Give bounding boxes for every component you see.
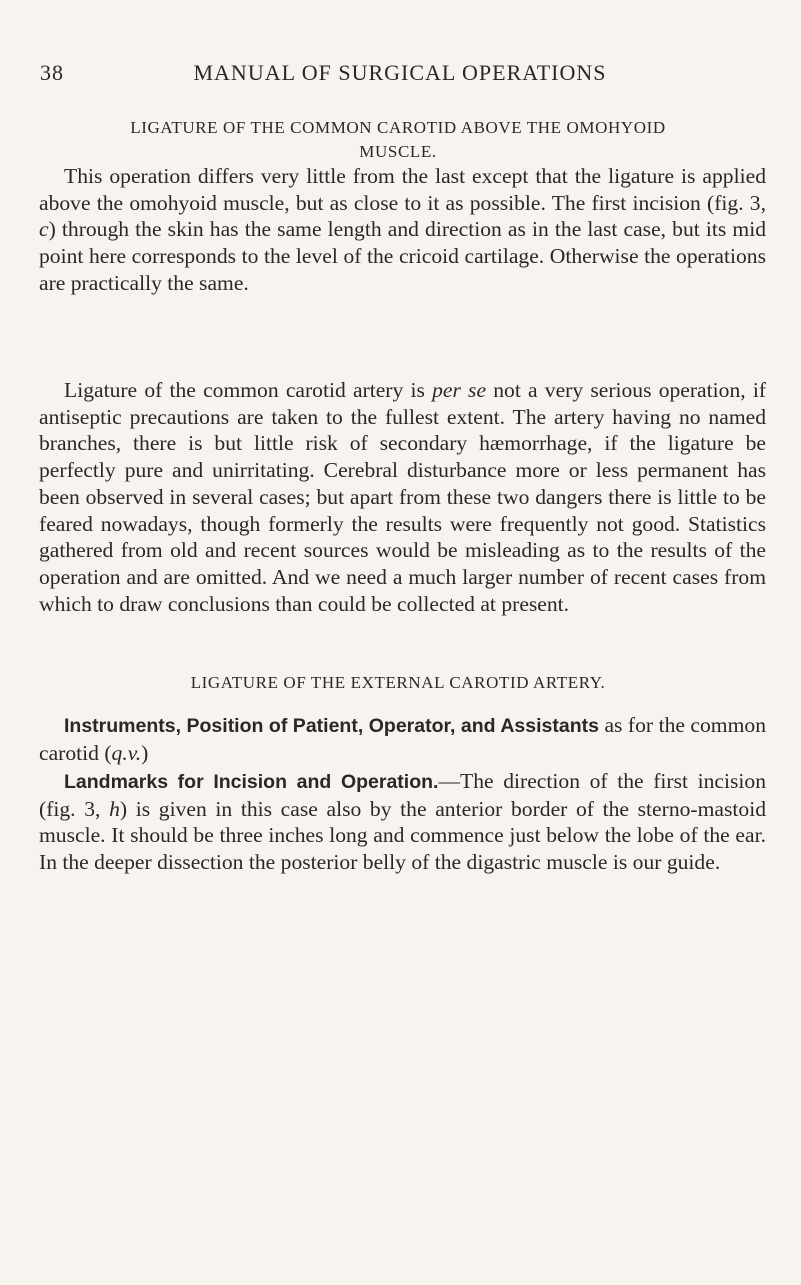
paragraph-text: ) through the skin has the same length and direction as in the last case, but its mid point here corresponds to the level of the cricoid cartilage. Otherwise the operations are practically the same.: [39, 217, 766, 295]
section-heading-line: LIGATURE OF THE COMMON CAROTID ABOVE THE OMOHYOID: [130, 118, 666, 137]
section-heading-common-carotid: [58, 116, 738, 164]
paragraph-landmarks: [39, 768, 766, 876]
section-heading-line: MUSCLE.: [359, 142, 437, 161]
bold-run-in-heading: Instruments, Position of Patient, Operator, and Assistants: [64, 715, 599, 737]
running-head: [40, 60, 760, 90]
paragraph-risks: [39, 377, 766, 617]
paragraph-text: This operation differs very little from the last except that the ligature is applied above the omohyoid muscle, but as close to it as possible. The first incision (fig. 3,: [39, 164, 766, 215]
paragraph-text: —The direction of the first incision (fig. 3,: [39, 769, 766, 821]
paragraph-text: not a very serious operation, if antiseptic precautions are taken to the fullest extent. The artery having no named branches, there is but little risk of secondary hæmorrhage, if the ligature be perfectly pure and unirritating. Cerebral disturbance more or less permanent has been observed in several cases; but apart from these two dangers there is little to be feared nowadays, though formerly the results were frequently not good. Statistics gathered from old and recent sources would be misleading as to the results of the operation and are omitted. And we need a much larger number of recent cases from which to draw conclusions than could be collected at present.: [39, 378, 767, 616]
paragraph-instruments: [39, 712, 766, 766]
figure-letter: h: [109, 796, 120, 821]
italic-phrase: per se: [432, 378, 487, 402]
paragraph-text: Ligature of the common carotid artery is: [64, 378, 433, 402]
paragraph-text: ): [141, 740, 149, 765]
running-title: MANUAL OF SURGICAL OPERATIONS: [193, 60, 607, 85]
italic-phrase: q.v.: [111, 740, 142, 765]
section-heading-external-carotid: LIGATURE OF THE EXTERNAL CAROTID ARTERY.: [190, 673, 606, 692]
paragraph-text: ) is given in this case also by the anterior border of the sterno-mastoid muscle. It should be three inches long and commence just below the lobe of the ear. In the deeper dissection the posterior belly of the digastric muscle is our guide.: [39, 796, 766, 875]
paragraph-text: as for the common carotid (: [39, 713, 766, 765]
paragraph-operation-description: [39, 163, 766, 297]
bold-run-in-heading: Landmarks for Incision and Operation.: [64, 771, 439, 793]
figure-letter: c: [39, 217, 49, 242]
page-number: 38: [40, 60, 64, 85]
